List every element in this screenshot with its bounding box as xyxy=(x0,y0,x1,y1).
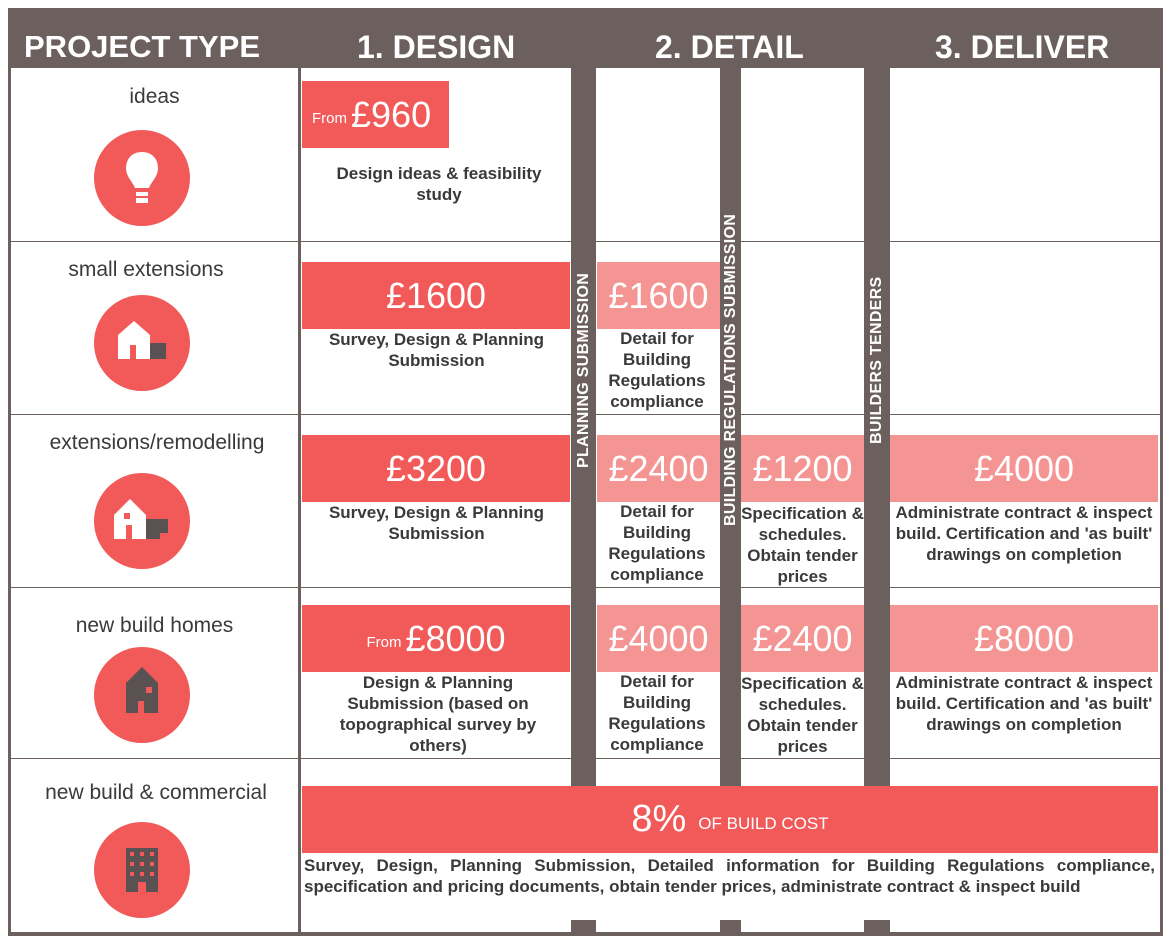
new-house-icon xyxy=(94,647,190,743)
lightbulb-icon xyxy=(94,130,190,226)
price-value: £1600 xyxy=(385,274,487,316)
price-box-newhome-deliver xyxy=(890,605,1158,672)
office-building-icon xyxy=(94,822,190,918)
desc-small-detail: Detail for Building Regulations compliance xyxy=(608,329,706,411)
desc-ideas-design: Design ideas & feasibility study xyxy=(336,164,542,204)
row-label-small-extensions: small extensions xyxy=(68,258,224,281)
price-value: £2400 xyxy=(752,617,853,659)
price-box-newhome-detail xyxy=(597,605,720,672)
planning-submission-label: PLANNING SUBMISSION xyxy=(575,272,592,468)
desc-remodel-deliver: Administrate contract & inspect build. Certification and 'as built' drawings on completion xyxy=(895,503,1153,564)
price-box-newhome-design xyxy=(302,605,570,672)
desc-remodel-detail: Detail for Building Regulations compliance xyxy=(608,502,706,584)
frame-right xyxy=(1160,8,1163,936)
percent-suffix: OF BUILD COST xyxy=(698,813,829,833)
desc-remodel-tender: Specification & schedules. Obtain tender prices xyxy=(741,504,864,586)
row-label-new-build-homes: new build homes xyxy=(75,614,234,637)
from-label: From xyxy=(312,110,347,127)
price-value: £8000 xyxy=(405,617,506,659)
desc-remodel-design: Survey, Design & Planning Submission xyxy=(328,503,545,543)
row-label-extensions-remodelling: extensions/remodelling xyxy=(49,431,265,454)
house-remodel-icon xyxy=(94,473,190,569)
desc-newhome-detail: Detail for Building Regulations compliance xyxy=(608,672,706,754)
price-box-ideas-design xyxy=(302,81,449,148)
row-label-ideas: ideas xyxy=(129,85,180,108)
building-regs-band-tail xyxy=(720,920,741,934)
price-box-remodel-tender xyxy=(741,435,864,502)
header-detail: 2. DETAIL xyxy=(655,29,804,65)
price-box-remodel-deliver xyxy=(890,435,1158,502)
price-value: £2400 xyxy=(608,447,709,489)
price-value: £1600 xyxy=(608,274,709,316)
price-box-remodel-design xyxy=(302,435,570,502)
header-deliver: 3. DELIVER xyxy=(935,29,1110,65)
building-regs-label: BUILDING REGULATIONS SUBMISSION xyxy=(722,213,739,526)
price-value: £4000 xyxy=(973,447,1075,489)
planning-submission-band-tail xyxy=(571,920,596,934)
house-extension-icon xyxy=(94,295,190,391)
price-box-small-detail xyxy=(597,262,720,329)
price-value: £960 xyxy=(351,93,432,135)
price-box-small-design xyxy=(302,262,570,329)
price-value: £1200 xyxy=(752,447,853,489)
desc-small-design: Survey, Design & Planning Submission xyxy=(328,330,545,370)
row-label-new-build-commercial: new build & commercial xyxy=(45,781,267,804)
price-box-remodel-detail xyxy=(597,435,720,502)
price-value: £4000 xyxy=(608,617,709,659)
price-box-newhome-tender xyxy=(741,605,864,672)
header-project-type: PROJECT TYPE xyxy=(24,29,260,64)
builders-tenders-label: BUILDERS TENDERS xyxy=(868,276,885,444)
price-box-commercial xyxy=(302,786,1158,853)
price-value: £8000 xyxy=(973,617,1075,659)
desc-newhome-tender: Specification & schedules. Obtain tender prices xyxy=(741,674,864,756)
desc-newhome-design: Design & Planning Submission (based on topographical survey by others) xyxy=(339,673,537,755)
desc-commercial: Survey, Design, Planning Submission, Detailed information for Building Regulations compliance, specification and pricing documents, obtain tender prices, administrate contract & inspect build xyxy=(304,856,1155,896)
desc-newhome-deliver: Administrate contract & inspect build. Certification and 'as built' drawings on completion xyxy=(895,673,1153,734)
from-label: From xyxy=(366,634,402,651)
builders-tenders-band-tail xyxy=(864,920,890,934)
header-design: 1. DESIGN xyxy=(357,29,516,65)
percent-value: 8% xyxy=(631,798,687,840)
price-value: £3200 xyxy=(385,447,487,489)
